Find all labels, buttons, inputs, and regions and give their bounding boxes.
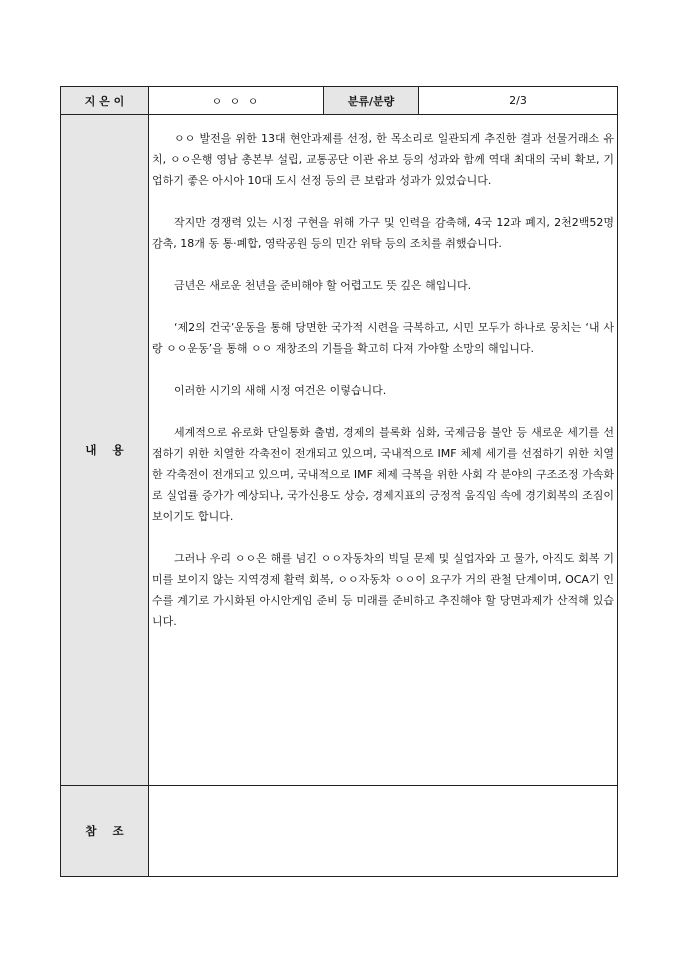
content-paragraph-4: ‘제2의 건국’운동을 통해 당면한 국가적 시련을 극복하고, 시민 모두가 하나로 뭉치는 ‘내 사랑 ㅇㅇ운동’을 통해 ㅇㅇ 재창조의 기틀을 확고히 다져 가야할 소망의 해입니다. <box>152 321 614 355</box>
content-label-text: 내 용 <box>85 443 124 457</box>
content-paragraph-7: 그러나 우리 ㅇㅇ은 해를 넘긴 ㅇㅇ자동차의 빅딜 문제 및 실업자와 고 물가, 아직도 회복 기미를 보이지 않는 지역경제 활력 회복, ㅇㅇ자동차 ㅇㅇ이 요구가 거의 관철 단계이며, OCA기 인수를 계기로 가시화된 아시안게임 준비 등 미래를 준비하고 추진해야 할 당면과제가 산적해 있습니다. <box>152 552 614 628</box>
content-paragraph-6: 세계적으로 유로화 단일통화 출범, 경제의 블록화 심화, 국제금융 불안 등 새로운 세기를 선점하기 위한 치열한 각축전이 전개되고 있으며, 국내적으로 IMF 체제 세기를 선점하기 위한 치열한 각축전이 전개되고 있으며, 국내적으로 IMF 체제 극복을 위한 사회 각 분야의 구조조정 가속화로 실업률 증가가 예상되나, 국가신용도 상승, 경제지표의 긍정적 움직임 속에 경기회복의 조짐이 보이기도 합니다. <box>152 426 614 523</box>
header-row <box>61 87 618 115</box>
reference-body <box>149 786 618 877</box>
content-row <box>61 115 618 786</box>
reference-label-text: 참 조 <box>85 824 124 838</box>
category-value: 2/3 <box>419 87 618 115</box>
document-form-table <box>60 86 618 877</box>
content-label <box>61 115 149 786</box>
reference-label <box>61 786 149 877</box>
content-paragraph-1: ㅇㅇ 발전을 위한 13대 현안과제를 선정, 한 목소리로 일관되게 추진한 결과 선물거래소 유치, ㅇㅇ은행 영남 총본부 설립, 교통공단 이관 유보 등의 성과와 함께 역대 최대의 국비 확보, 기업하기 좋은 아시아 10대 도시 선정 등의 큰 보람과 성과가 있었습니다. <box>152 132 614 187</box>
category-label: 분류/분량 <box>324 87 419 115</box>
content-paragraph-2: 작지만 경쟁력 있는 시정 구현을 위해 가구 및 인력을 감축해, 4국 12과 폐지, 2천2백52명 감축, 18개 동 통·폐합, 영락공원 등의 민간 위탁 등의 조치를 취했습니다. <box>152 216 614 250</box>
reference-row <box>61 786 618 877</box>
author-label: 지 은 이 <box>61 87 149 115</box>
content-paragraph-5: 이러한 시기의 새해 시정 여건은 이렇습니다. <box>174 384 387 397</box>
content-body <box>149 115 618 786</box>
content-paragraph-3: 금년은 새로운 천년을 준비해야 할 어렵고도 뜻 깊은 해입니다. <box>174 279 472 292</box>
author-value: ㅇ ㅇ ㅇ <box>149 87 324 115</box>
